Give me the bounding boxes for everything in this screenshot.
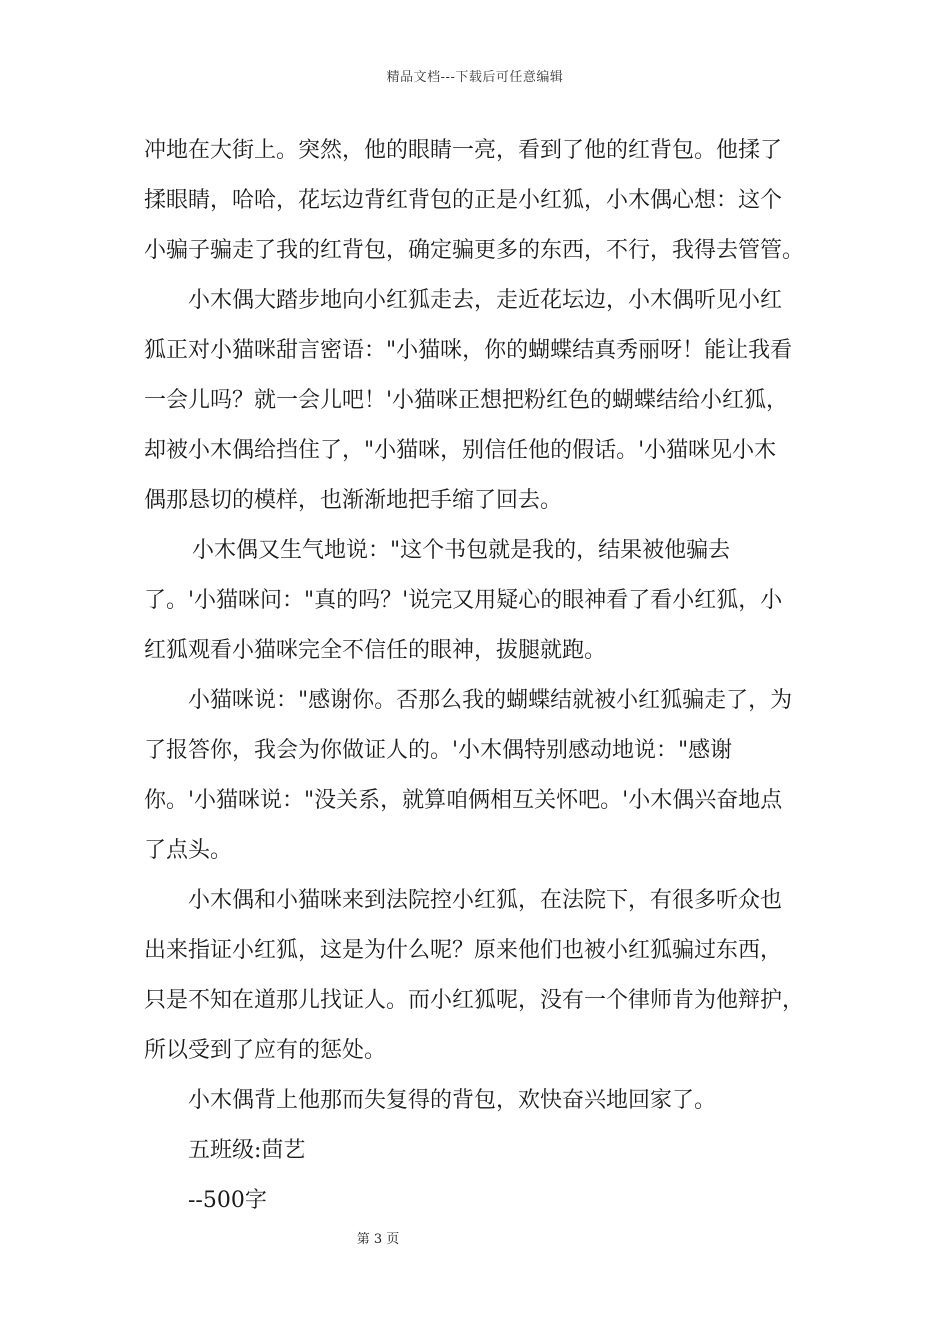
text-line: 了点头。 xyxy=(144,838,233,863)
text-line: 所以受到了应有的惩处。 xyxy=(144,1038,387,1063)
text-line: 偶那恳切的模样，也渐渐地把手缩了回去。 xyxy=(144,488,563,513)
text-line: 只是不知在道那儿找证人。而小红狐呢，没有一个律师肯为他辩护， xyxy=(144,988,805,1013)
text-line: 小骗子骗走了我的红背包，确定骗更多的东西，不行，我得去管管。 xyxy=(144,238,805,263)
text-line: 出来指证小红狐，这是为什么呢？原来他们也被小红狐骗过东西， xyxy=(144,938,783,963)
text-line: 小猫咪说："感谢你。否那么我的蝴蝶结就被小红狐骗走了，为 xyxy=(188,688,793,713)
document-body xyxy=(144,126,824,1226)
word-count-line: --500字 xyxy=(188,1188,267,1213)
text-line: 了报答你，我会为你做证人的。'小木偶特别感动地说："感谢 xyxy=(144,738,733,763)
text-line: 小木偶背上他那而失复得的背包，欢快奋兴地回家了。 xyxy=(188,1088,717,1113)
text-line: 小木偶又生气地说："这个书包就是我的，结果被他骗去 xyxy=(192,538,731,563)
page-number: 第 3 页 xyxy=(356,1232,400,1247)
text-line: 狐正对小猫咪甜言密语："小猫咪，你的蝴蝶结真秀丽呀！能让我看 xyxy=(144,338,793,363)
text-line: 红狐观看小猫咪完全不信任的眼神，拔腿就跑。 xyxy=(144,638,607,663)
page-header: 精品文档---下载后可任意编辑 xyxy=(386,70,564,85)
text-line: 小木偶和小猫咪来到法院控小红狐，在法院下，有很多听众也 xyxy=(188,888,783,913)
text-line: 一会儿吗？就一会儿吧！'小猫咪正想把粉红色的蝴蝶结给小红狐， xyxy=(144,388,789,413)
text-line: 冲地在大街上。突然，他的眼睛一亮，看到了他的红背包。他揉了 xyxy=(144,138,783,163)
text-line: 小木偶大踏步地向小红狐走去，走近花坛边，小木偶听见小红 xyxy=(188,288,783,313)
text-line: 揉眼睛，哈哈，花坛边背红背包的正是小红狐，小木偶心想：这个 xyxy=(144,188,783,213)
text-line: 却被小木偶给挡住了，"小猫咪，别信任他的假话。'小猫咪见小木 xyxy=(144,438,777,463)
text-line: 你。'小猫咪说："没关系，就算咱俩相互关怀吧。'小木偶兴奋地点 xyxy=(144,788,783,813)
text-line: 了。'小猫咪问："真的吗？'说完又用疑心的眼神看了看小红狐，小 xyxy=(144,588,783,613)
class-author-line: 五班级:茴艺 xyxy=(188,1138,306,1163)
